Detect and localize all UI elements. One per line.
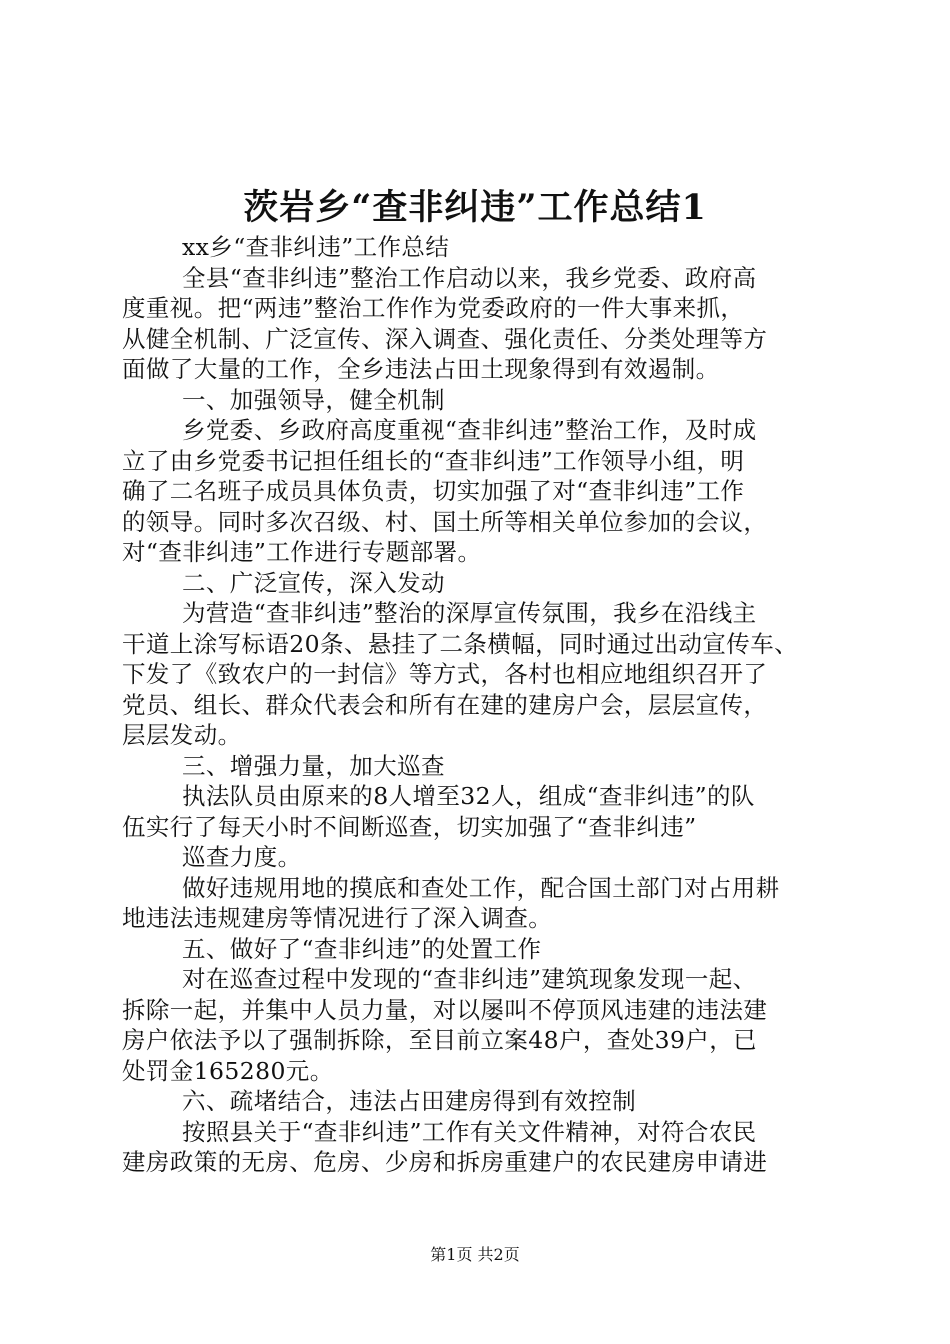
text-line: 建房政策的无房、危房、少房和拆房重建户的农民建房申请进 <box>122 1148 768 1176</box>
text-line: 按照县关于“查非纠违”工作有关文件精神，对符合农民 <box>182 1117 757 1146</box>
text-line: 伍实行了每天小时不间断巡查，切实加强了“查非纠违” <box>122 812 697 841</box>
text-line: 对“查非纠违”工作进行专题部署。 <box>122 538 482 566</box>
document-body <box>122 232 834 1178</box>
text-line: 为营造“查非纠违”整治的深厚宣传氛围，我乡在沿线主 <box>182 599 757 627</box>
text-line: 全县“查非纠违”整治工作启动以来，我乡党委、政府高 <box>182 263 757 292</box>
text-line: 三、增强力量，加大巡查 <box>182 751 445 780</box>
text-line: 六、疏堵结合，违法占田建房得到有效控制 <box>182 1087 637 1115</box>
text-line: 房户依法予以了强制拆除，至目前立案48户，查处39户，已 <box>122 1026 758 1054</box>
text-line: 处罚金165280元。 <box>122 1056 334 1085</box>
text-line: 度重视。把“两违”整治工作作为党委政府的一件大事来抓， <box>122 294 745 322</box>
text-line: 立了由乡党委书记担任组长的“查非纠违”工作领导小组，明 <box>122 446 745 475</box>
text-line: 一、加强领导，健全机制 <box>182 385 445 414</box>
text-line: 巡查力度。 <box>182 843 302 871</box>
text-line: 面做了大量的工作，全乡违法占田土现象得到有效遏制。 <box>122 355 720 383</box>
text-line: 地违法违规建房等情况进行了深入调查。 <box>122 904 553 932</box>
page-footer: 第1页 共2页 <box>430 1245 520 1264</box>
text-line: 干道上涂写标语20条、悬挂了二条横幅，同时通过出动宣传车、 <box>122 629 799 658</box>
text-line: 层层发动。 <box>122 721 242 749</box>
text-line: 二、广泛宣传，深入发动 <box>182 568 445 597</box>
text-line: 乡党委、乡政府高度重视“查非纠违”整治工作，及时成 <box>182 416 757 444</box>
text-line: 拆除一起，并集中人员力量，对以屡叫不停顶风违建的违法建 <box>122 995 768 1024</box>
text-line: xx乡“查非纠违”工作总结 <box>182 233 450 261</box>
document-title: 茨岩乡“查非纠违”工作总结1 <box>243 187 707 228</box>
text-line: 五、做好了“查非纠违”的处置工作 <box>182 934 542 963</box>
text-line: 从健全机制、广泛宣传、深入调查、强化责任、分类处理等方 <box>122 324 768 353</box>
text-line: 下发了《致农户的一封信》等方式，各村也相应地组织召开了 <box>122 660 768 688</box>
text-line: 党员、组长、群众代表会和所有在建的建房户会，层层宣传， <box>122 690 768 719</box>
text-line: 做好违规用地的摸底和查处工作，配合国土部门对占用耕 <box>182 873 780 902</box>
text-line: 的领导。同时多次召级、村、国土所等相关单位参加的会议， <box>122 507 768 536</box>
text-line: 确了二名班子成员具体负责，切实加强了对“查非纠违”工作 <box>122 477 745 505</box>
text-line: 对在巡查过程中发现的“查非纠违”建筑现象发现一起、 <box>182 965 757 993</box>
text-line: 执法队员由原来的8人增至32人，组成“查非纠违”的队 <box>182 782 755 810</box>
